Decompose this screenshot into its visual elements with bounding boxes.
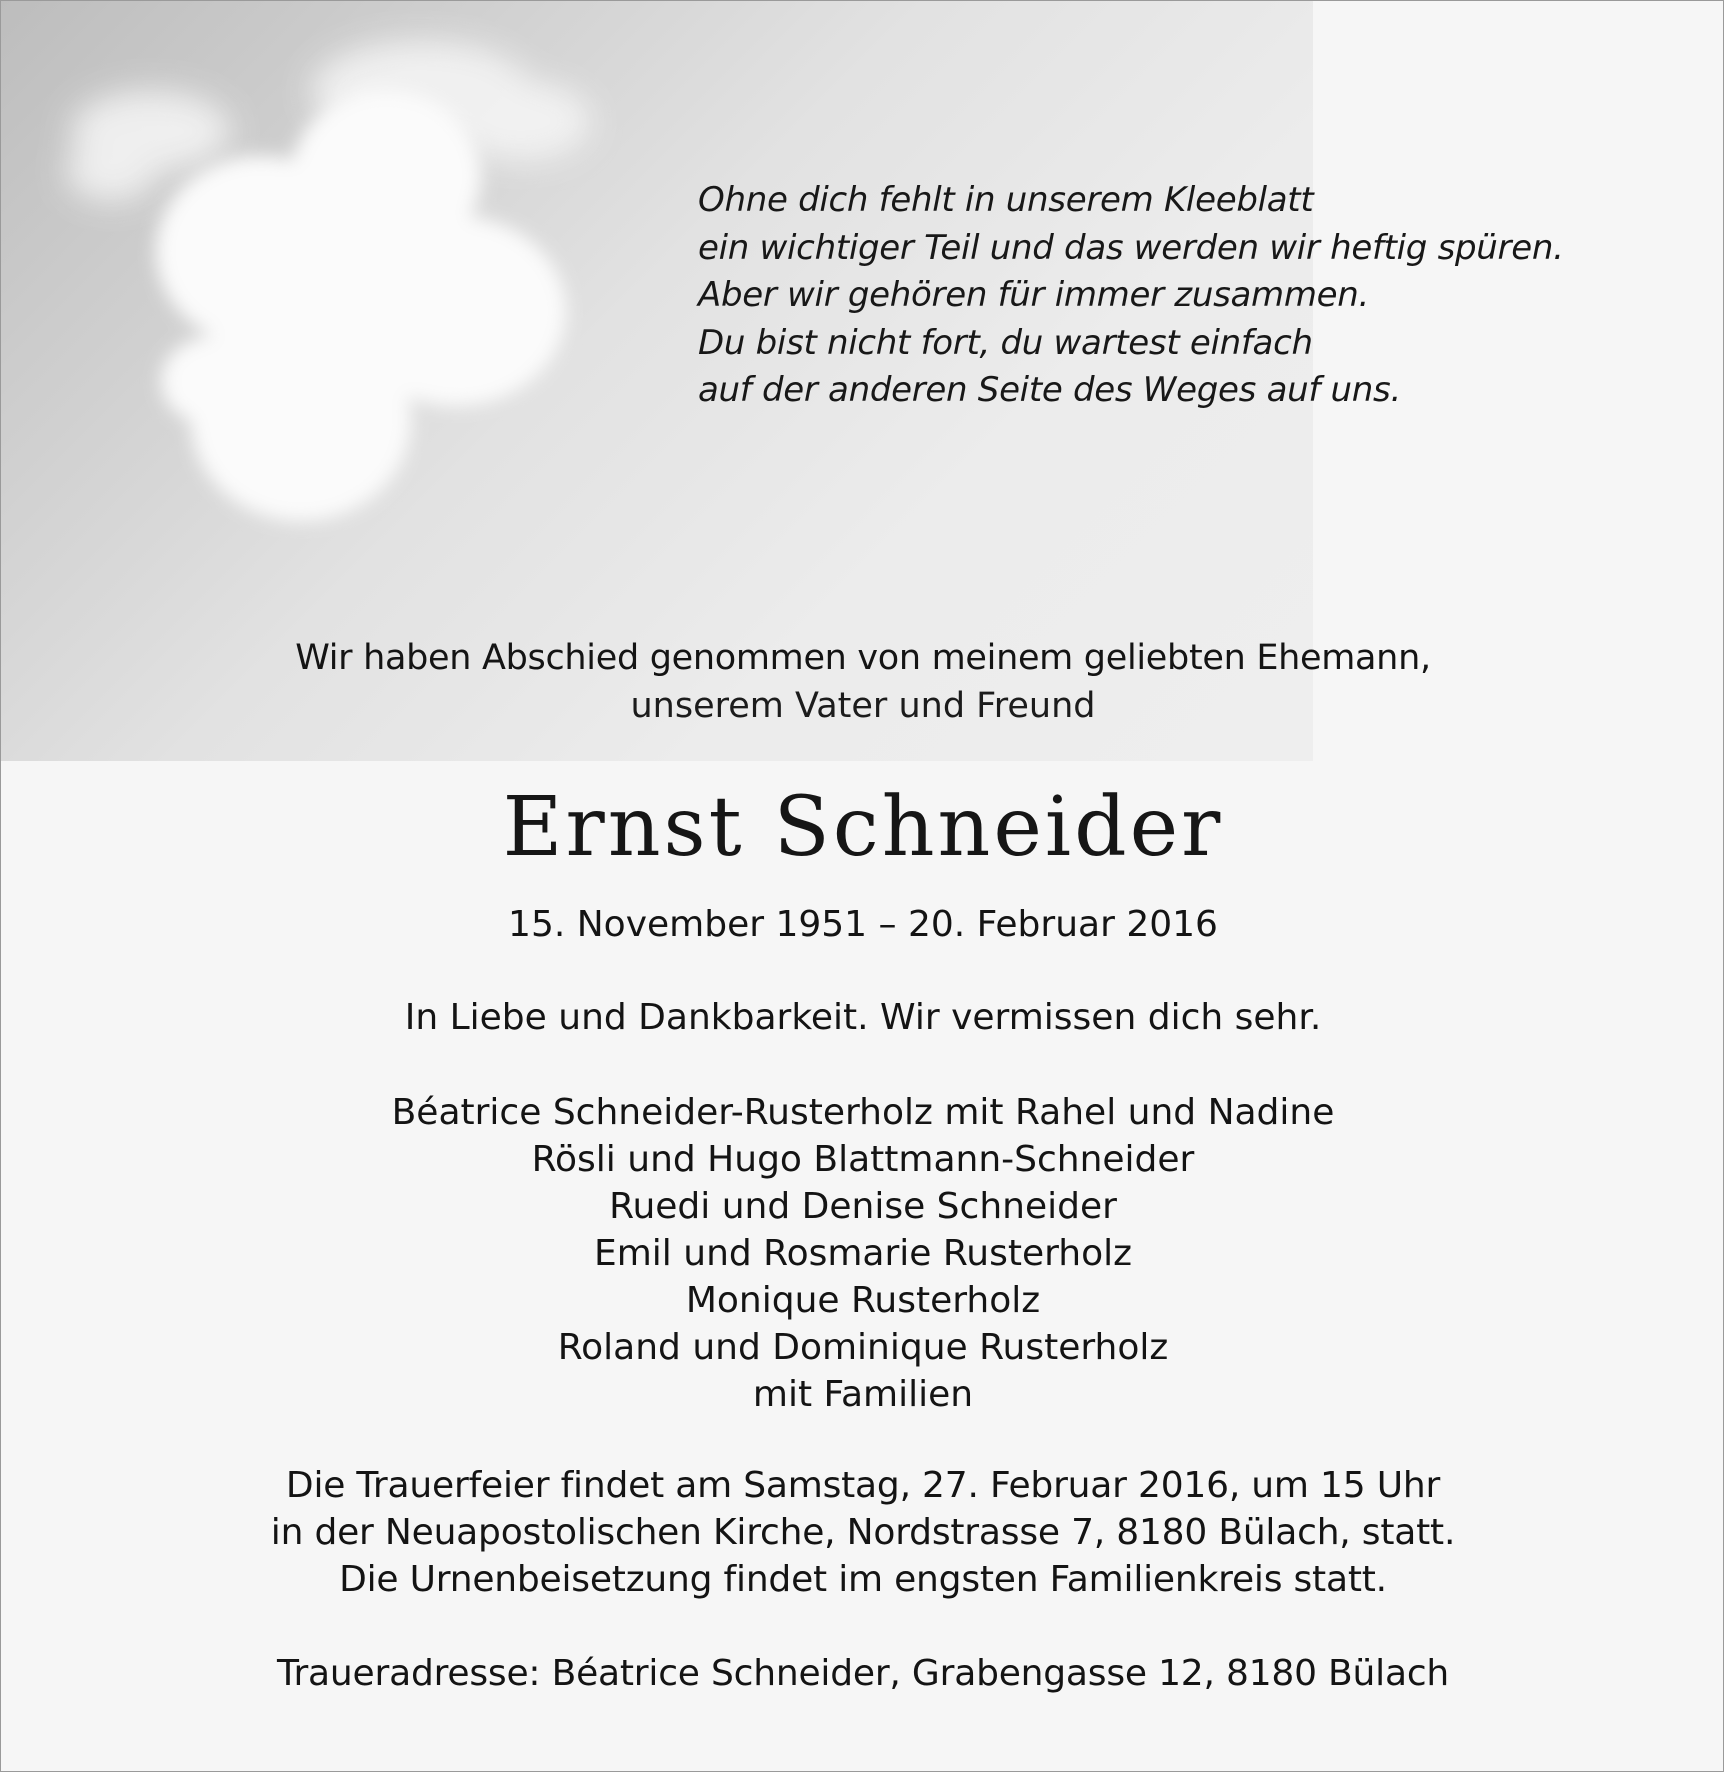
poem-line: ein wichtiger Teil und das werden wir heftig spüren. [698, 227, 1564, 268]
poem [698, 177, 1564, 415]
poem-line: Ohne dich fehlt in unserem Kleeblatt [698, 180, 1314, 220]
mourner-entry: Emil und Rosmarie Rusterholz [593, 1233, 1133, 1274]
service-details [1, 1462, 1724, 1603]
service-line: Die Urnenbeisetzung findet im engsten Familienkreis statt. [339, 1559, 1387, 1600]
life-dates: 15. November 1951 – 20. Februar 2016 [508, 904, 1218, 945]
mourner-entry: Roland und Dominique Rusterholz [557, 1327, 1169, 1368]
mourner-entry: Béatrice Schneider-Rusterholz mit Rahel und Nadine [391, 1092, 1335, 1133]
mourning-address: Traueradresse: Béatrice Schneider, Grabengasse 12, 8180 Bülach [276, 1653, 1450, 1694]
mourner-entry: mit Familien [752, 1374, 974, 1415]
poem-line: auf der anderen Seite des Weges auf uns. [698, 370, 1401, 410]
poem-line: Aber wir gehören für immer zusammen. [698, 275, 1370, 315]
mourner-entry: Rösli und Hugo Blattmann-Schneider [531, 1139, 1195, 1180]
service-line: in der Neuapostolischen Kirche, Nordstrasse 7, 8180 Bülach, statt. [270, 1512, 1456, 1553]
service-line: Die Trauerfeier findet am Samstag, 27. Februar 2016, um 15 Uhr [285, 1465, 1441, 1506]
deceased-name: Ernst Schneider [502, 780, 1224, 875]
poem-line: Du bist nicht fort, du wartest einfach [698, 322, 1313, 363]
mourners-list [1, 1089, 1724, 1418]
mourner-entry: Ruedi und Denise Schneider [609, 1186, 1117, 1227]
intro-line-2: unserem Vater und Freund [630, 686, 1096, 726]
mourner-entry: Monique Rusterholz [685, 1280, 1041, 1321]
tribute-line: In Liebe und Dankbarkeit. Wir vermissen dich sehr. [404, 997, 1322, 1038]
intro-line-1: Wir haben Abschied genommen von meinem geliebten Ehemann, [295, 638, 1431, 678]
